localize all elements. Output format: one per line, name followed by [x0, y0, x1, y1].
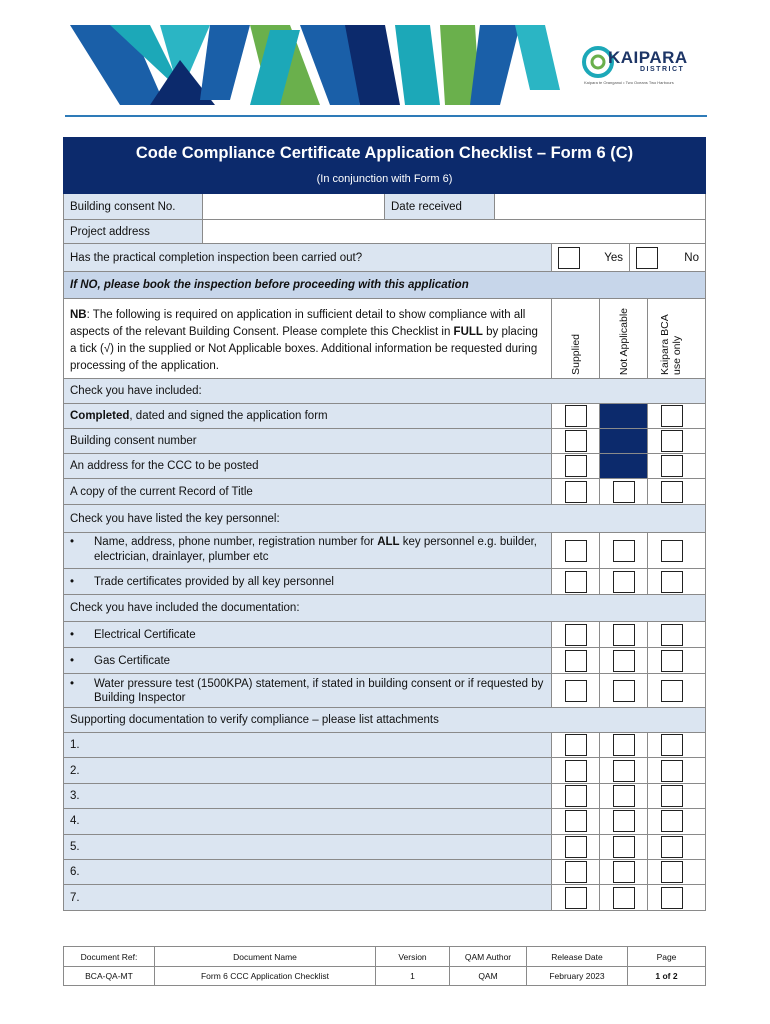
footer-version: 1	[375, 967, 449, 985]
bca-checkbox[interactable]	[661, 430, 683, 452]
building-consent-label: Building consent No.	[64, 194, 202, 219]
date-received-input[interactable]	[494, 194, 705, 219]
attachment-row	[63, 758, 706, 783]
bullet: •	[70, 654, 75, 667]
item-address-row	[63, 454, 706, 479]
bullet: •	[70, 628, 75, 641]
na-checkbox[interactable]	[613, 836, 635, 858]
doc-3-text: Water pressure test (1500KPA) statement, if stated in building consent or if requested by Building Inspector	[94, 677, 544, 704]
section-supporting	[63, 708, 706, 733]
attachment-row	[63, 860, 706, 885]
personnel-1-row	[63, 533, 706, 569]
bca-checkbox[interactable]	[661, 760, 683, 782]
na-checkbox[interactable]	[613, 887, 635, 909]
bca-checkbox[interactable]	[661, 405, 683, 427]
footer-release-header: Release Date	[526, 947, 627, 966]
completion-question: Has the practical completion inspection been carried out?	[64, 244, 551, 271]
bca-checkbox[interactable]	[661, 540, 683, 562]
col-header-bca: Kaipara BCA use only	[658, 314, 683, 375]
na-checkbox[interactable]	[613, 734, 635, 756]
bca-checkbox[interactable]	[661, 836, 683, 858]
na-checkbox[interactable]	[613, 650, 635, 672]
bca-checkbox[interactable]	[661, 481, 683, 503]
attachment-label[interactable]: 4.	[64, 809, 551, 833]
col-header-supplied: Supplied	[569, 334, 582, 375]
no-checkbox[interactable]	[636, 247, 658, 269]
footer-header-row	[64, 947, 705, 966]
building-consent-input[interactable]	[202, 194, 384, 219]
nb-full: FULL	[453, 326, 483, 338]
if-no-row	[63, 272, 706, 299]
form-title-bar	[63, 137, 706, 194]
yes-checkbox[interactable]	[558, 247, 580, 269]
footer-page-header: Page	[627, 947, 705, 966]
bullet: •	[70, 575, 75, 588]
bca-checkbox[interactable]	[661, 650, 683, 672]
project-address-label: Project address	[64, 220, 202, 243]
form-title: Code Compliance Certificate Application Checklist – Form 6 (C)	[135, 144, 634, 162]
personnel-1b: ALL	[377, 536, 400, 548]
attachment-label[interactable]: 5.	[64, 835, 551, 859]
bullet: •	[70, 536, 75, 548]
personnel-1-text	[94, 535, 545, 565]
bca-checkbox[interactable]	[661, 624, 683, 646]
item-completed-row	[63, 404, 706, 429]
attachment-label[interactable]: 2.	[64, 758, 551, 782]
item-record-title: A copy of the current Record of Title	[64, 479, 551, 504]
logo-name: KAIPARA	[608, 48, 688, 67]
section-included-label: Check you have included:	[70, 385, 202, 397]
supplied-checkbox[interactable]	[565, 887, 587, 909]
na-checkbox[interactable]	[613, 810, 635, 832]
supplied-checkbox[interactable]	[565, 540, 587, 562]
na-checkbox[interactable]	[613, 481, 635, 503]
attachment-list	[63, 733, 706, 911]
bullet: •	[70, 677, 75, 690]
supplied-checkbox[interactable]	[565, 571, 587, 593]
attachment-row	[63, 733, 706, 758]
bca-checkbox[interactable]	[661, 680, 683, 702]
date-received-label: Date received	[384, 194, 494, 219]
checklist-form	[63, 137, 706, 911]
supplied-checkbox[interactable]	[565, 455, 587, 477]
doc-1-row	[63, 622, 706, 648]
bca-checkbox[interactable]	[661, 887, 683, 909]
project-address-input[interactable]	[202, 220, 705, 243]
attachment-row	[63, 885, 706, 910]
bca-checkbox[interactable]	[661, 455, 683, 477]
yes-label: Yes	[604, 251, 623, 264]
attachment-label[interactable]: 7.	[64, 885, 551, 909]
na-checkbox[interactable]	[613, 760, 635, 782]
section-personnel	[63, 505, 706, 533]
attachment-row	[63, 835, 706, 860]
na-checkbox[interactable]	[613, 624, 635, 646]
footer-value-row	[64, 966, 705, 985]
supplied-checkbox[interactable]	[565, 680, 587, 702]
section-included	[63, 379, 706, 404]
footer-doc-ref-header: Document Ref:	[80, 951, 138, 962]
nb-text-1: : The following is required on application in sufficient detail to show compliance with all aspects of the relevant Building Consent. Please complete this Checklist in	[70, 309, 526, 338]
col-header-not-applicable: Not Applicable	[617, 307, 630, 375]
na-checkbox[interactable]	[613, 680, 635, 702]
doc-2-row	[63, 648, 706, 674]
nb-row	[63, 299, 706, 379]
supplied-checkbox[interactable]	[565, 785, 587, 807]
footer-page: 1 of 2	[627, 967, 705, 985]
attachment-label[interactable]: 1.	[64, 733, 551, 757]
logo-district: DISTRICT	[640, 66, 685, 73]
na-shaded-cell	[599, 404, 647, 428]
personnel-2-row	[63, 569, 706, 595]
supplied-checkbox[interactable]	[565, 861, 587, 883]
footer-doc-ref: BCA-QA-MT	[85, 971, 133, 981]
doc-3-row	[63, 674, 706, 708]
na-shaded-cell	[599, 454, 647, 478]
supplied-checkbox[interactable]	[565, 405, 587, 427]
doc-1-text: Electrical Certificate	[94, 628, 196, 641]
supplied-checkbox[interactable]	[565, 650, 587, 672]
nb-bold: NB	[70, 309, 87, 321]
na-checkbox[interactable]	[613, 785, 635, 807]
project-address-row	[63, 220, 706, 244]
bca-checkbox[interactable]	[661, 810, 683, 832]
document-footer	[63, 946, 706, 986]
footer-doc-name: Form 6 CCC Application Checklist	[154, 967, 375, 985]
consent-row	[63, 194, 706, 220]
attachment-row	[63, 784, 706, 809]
logo-tagline: Kaipara te Oranganui • Two Oceans Two Harbours	[584, 80, 674, 85]
attachment-label[interactable]: 3.	[64, 784, 551, 808]
supplied-checkbox[interactable]	[565, 430, 587, 452]
supplied-checkbox[interactable]	[565, 836, 587, 858]
nb-text	[64, 299, 551, 378]
bca-checkbox[interactable]	[661, 734, 683, 756]
na-checkbox[interactable]	[613, 540, 635, 562]
footer-author-header: QAM Author	[449, 947, 526, 966]
supplied-checkbox[interactable]	[565, 624, 587, 646]
bca-checkbox[interactable]	[661, 571, 683, 593]
header-divider	[65, 115, 707, 117]
na-checkbox[interactable]	[613, 861, 635, 883]
nb-text-2: by placing a tick (√) in the supplied or Not Applicable boxes. Additional information be requested during processing of the application.	[70, 326, 538, 372]
na-checkbox[interactable]	[613, 571, 635, 593]
item-completed-rest: , dated and signed the application form	[129, 410, 328, 422]
footer-doc-name-header: Document Name	[154, 947, 375, 966]
personnel-1c: key personnel e.g. builder, electrician, drainlayer, plumber etc	[94, 536, 537, 563]
item-consent-number-row	[63, 429, 706, 454]
supplied-checkbox[interactable]	[565, 481, 587, 503]
personnel-1a: Name, address, phone number, registration number for	[94, 536, 378, 548]
section-documentation	[63, 595, 706, 622]
supplied-checkbox[interactable]	[565, 760, 587, 782]
item-completed-bold: Completed	[70, 410, 130, 422]
supplied-checkbox[interactable]	[565, 734, 587, 756]
doc-2-text: Gas Certificate	[94, 654, 171, 667]
item-address: An address for the CCC to be posted	[64, 454, 551, 478]
na-shaded-cell	[599, 429, 647, 453]
completion-row	[63, 244, 706, 272]
item-record-title-row	[63, 479, 706, 505]
section-documentation-label: Check you have included the documentation:	[70, 602, 300, 614]
section-supporting-label: Supporting documentation to verify compliance – please list attachments	[70, 714, 439, 726]
footer-version-header: Version	[375, 947, 449, 966]
personnel-2-text: Trade certificates provided by all key personnel	[94, 575, 334, 588]
no-label: No	[684, 251, 699, 264]
item-completed	[64, 404, 551, 428]
attachment-label[interactable]: 6.	[64, 860, 551, 884]
item-consent-number: Building consent number	[64, 429, 551, 453]
attachment-row	[63, 809, 706, 834]
footer-release: February 2023	[526, 967, 627, 985]
if-no-note: If NO, please book the inspection before proceeding with this application	[70, 279, 469, 291]
footer-author: QAM	[449, 967, 526, 985]
form-subtitle: (In conjunction with Form 6)	[316, 173, 453, 185]
bca-checkbox[interactable]	[661, 861, 683, 883]
bca-checkbox[interactable]	[661, 785, 683, 807]
supplied-checkbox[interactable]	[565, 810, 587, 832]
section-personnel-label: Check you have listed the key personnel:	[70, 512, 280, 525]
